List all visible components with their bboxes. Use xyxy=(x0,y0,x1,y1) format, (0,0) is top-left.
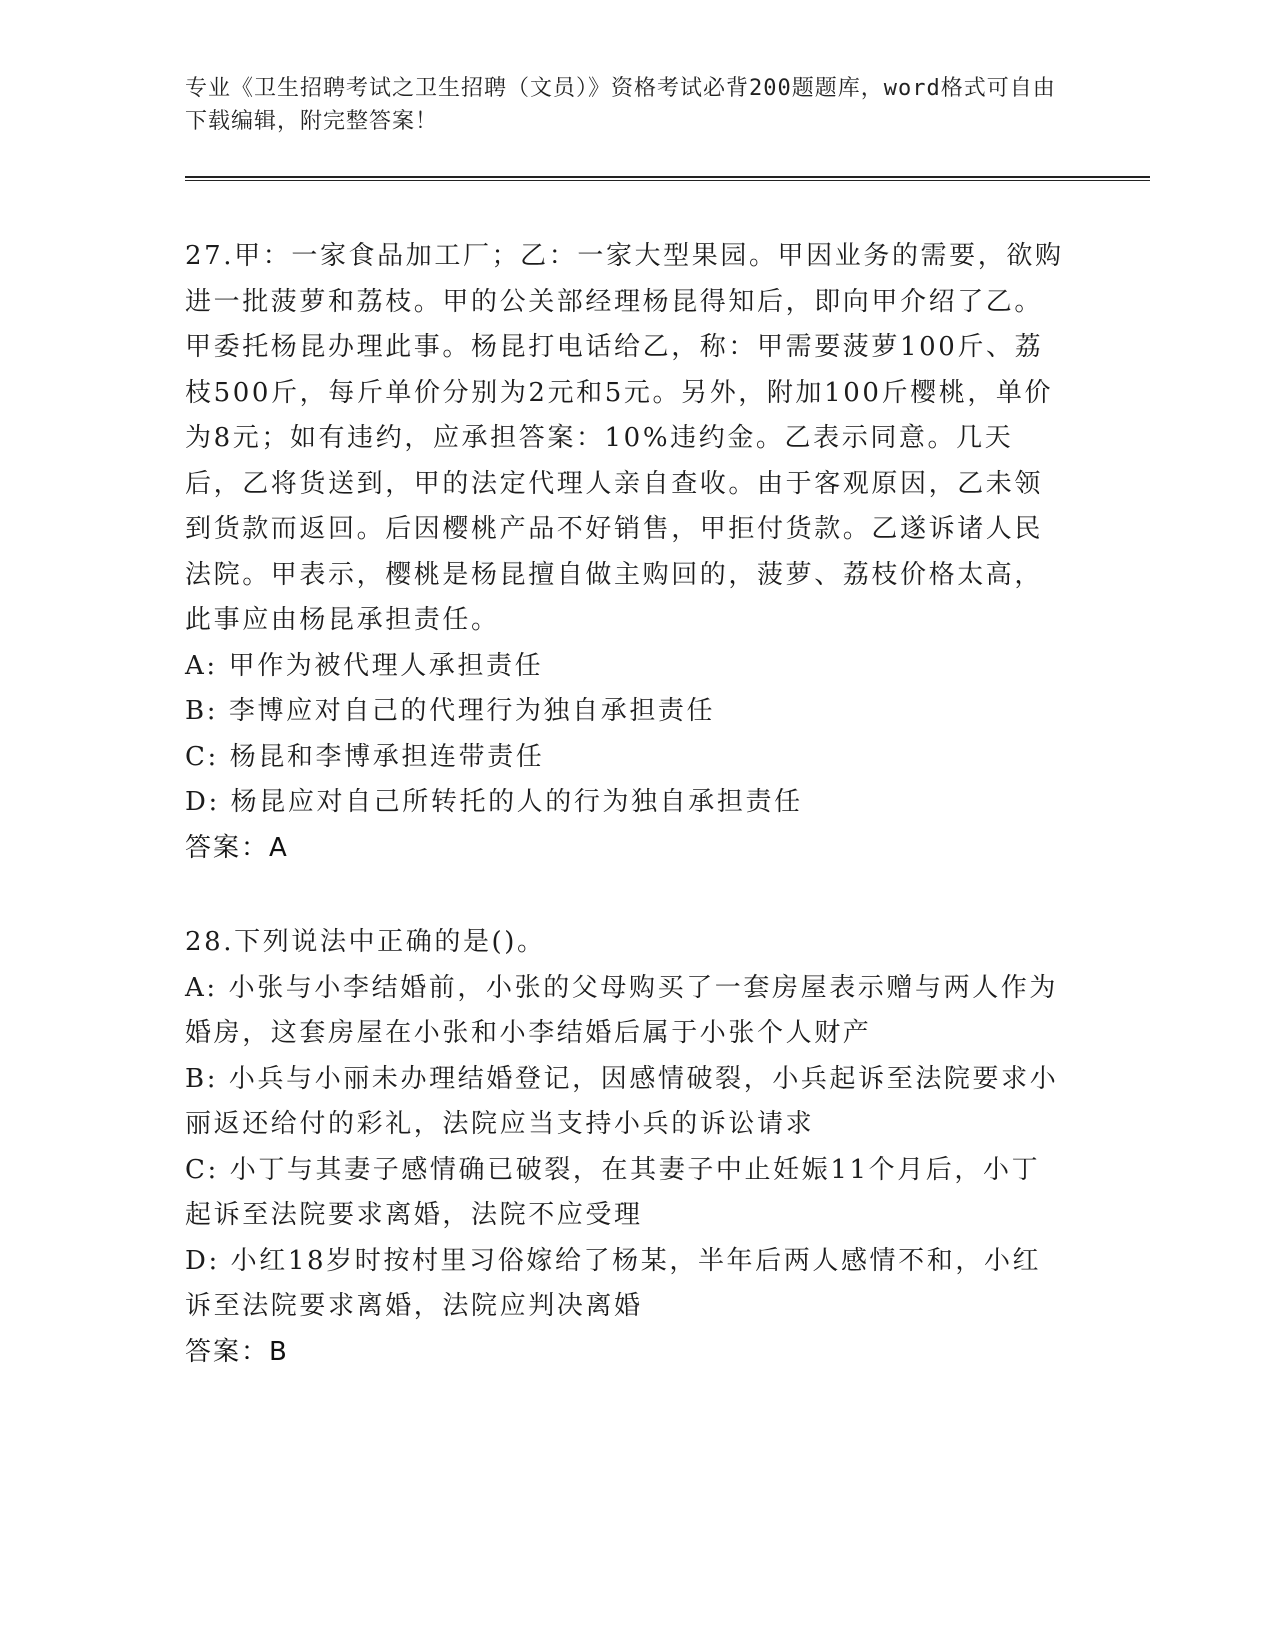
question-stem: 28.下列说法中正确的是()。 xyxy=(185,927,546,957)
answer: 答案：B xyxy=(185,1336,289,1367)
question-27 xyxy=(185,234,1065,871)
option-d: D: 杨昆应对自己所转托的人的行为独自承担责任 xyxy=(185,787,803,817)
question-28 xyxy=(185,920,1065,1375)
option-d: D: 小红18岁时按村里习俗嫁给了杨某，半年后两人感情不和，小红诉至法院要求离婚，法院应判决离婚 xyxy=(185,1245,1042,1321)
document-header: 专业《卫生招聘考试之卫生招聘（文员）》资格考试必背200题题库，word格式可自由下载编辑，附完整答案！ xyxy=(185,76,1056,134)
answer: 答案：A xyxy=(185,832,289,863)
option-a: A: 甲作为被代理人承担责任 xyxy=(185,650,544,681)
option-c: C: 杨昆和李博承担连带责任 xyxy=(185,741,545,772)
option-c: C: 小丁与其妻子感情确已破裂，在其妻子中止妊娠11个月后，小丁起诉至法院要求离婚，法院不应受理 xyxy=(185,1154,1041,1230)
option-a: A: 小张与小李结婚前，小张的父母购买了一套房屋表示赠与两人作为婚房，这套房屋在小张和小李结婚后属于小张个人财产 xyxy=(185,972,1059,1048)
option-b: B: 李博应对自己的代理行为独自承担责任 xyxy=(185,696,716,726)
header-divider xyxy=(185,176,1150,181)
option-b: B: 小兵与小丽未办理结婚登记，因感情破裂，小兵起诉至法院要求小丽返还给付的彩礼，法院应当支持小兵的诉讼请求 xyxy=(185,1063,1059,1139)
question-stem: 27.甲：一家食品加工厂；乙：一家大型果园。甲因业务的需要，欲购进一批菠萝和荔枝。甲的公关部经理杨昆得知后，即向甲介绍了乙。甲委托杨昆办理此事。杨昆打电话给乙，称：甲需要菠萝100斤、荔枝500斤，每斤单价分别为2元和5元。另外，附加100斤樱桃，单价为8元；如有违约，应承担答案：10%违约金。乙表示同意。几天后，乙将货送到，甲的法定代理人亲自查收。由于客观原因，乙未领到货款而返回。后因樱桃产品不好销售，甲拒付货款。乙遂诉诸人民法院。甲表示，樱桃是杨昆擅自做主购回的，菠萝、荔枝价格太高，此事应由杨昆承担责任。 xyxy=(185,241,1064,635)
